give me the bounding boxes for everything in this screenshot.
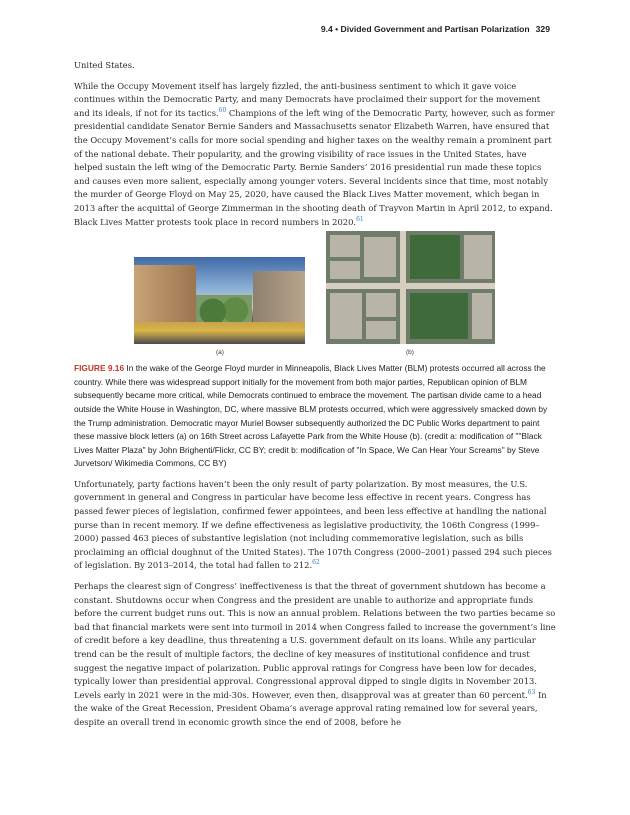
page-content	[74, 59, 557, 730]
paragraph-text: While the Occupy Movement itself has largely fizzled, the anti-business sentiment to which it gave voice continues within the Democratic Party, and many Democrats have proclaimed their support for the movement and its ideals, if not for its tactics.	[74, 80, 541, 118]
paragraph-party-factions	[74, 478, 557, 573]
footnote-ref-61[interactable]: 61	[356, 215, 364, 223]
figure-caption-text: In the wake of the George Floyd murder in Minneapolis, Black Lives Matter (BLM) protests occurred all across the country. While there was widespread support initially for the movement from both major parties, Republican opinion of BLM subsequently became more critical, while Democrats continued to embrace the movement. The partisan divide came to a head outside the White House in Washington, DC, where massive BLM protests occurred, which were aggressively smacked down by the Trump administration. Democratic mayor Muriel Bowser subsequently authorized the DC Public Works department to paint these massive block letters (a) on 16th Street across Lafayette Park from the White House (b). (credit a: modification of ""Black Lives Matter Plaza" by John Brighenti/Flickr, CC BY; credit b: modification of "In Space, We Can Hear Your Screams" by Steve Jurvetson/ Wikimedia Commons, CC BY)	[74, 363, 548, 469]
paragraph-congress-ineffectiveness	[74, 580, 557, 730]
paragraph-continuation: United States.	[74, 60, 135, 70]
subfigure-label-b: (b)	[406, 349, 414, 357]
photo-black-lives-matter-plaza	[134, 257, 305, 344]
section-title: 9.4 • Divided Government and Partisan Polarization	[320, 24, 530, 34]
aerial-photo-lafayette-park	[326, 231, 495, 344]
paragraph-text: Perhaps the clearest sign of Congress’ ineffectiveness is that the threat of government shutdown has become a constant. Shutdowns occur when Congress and the president are unable to authorize and appropriate funds before the current budget runs out. This is now an annual problem. Relations between the two parties became so bad that financial markets were sent into turmoil in 2014 when Congress failed to increase the government’s line of credit before a key deadline, thus threatening a U.S. government default on its loans. While any particular trend can be the result of multiple factors, the decline of key measures of institutional confidence and trust suggest the negative impact of polarization. Public approval ratings for Congress have been low for decades, typically lower than presidential approval. Congressional approval dipped to single digits in November 2013. Levels early in 2021 were in the mid-30s. However, even then, disapproval was at greater than 60 percent.	[74, 581, 556, 700]
paragraph-text: Unfortunately, party factions haven’t been the only result of party polarization. By most measures, the U.S. government in general and Congress in particular have become less effective in recent years. Congress has passed fewer pieces of legislation, confirmed fewer appointees, and been less effective at handling the national purse than in recent memory. If we define effectiveness as legislative productivity, the 106th Congress (1999–2000) passed 463 pieces of substantive legislation (not including commemorative legislation, such as bills proclaiming an official doughnut of the United States). The 107th Congress (2000–2001) passed 294 such pieces of legislation. By 2013–2014, the total had fallen to 212.	[74, 478, 552, 571]
paragraph-occupy-movement	[74, 80, 557, 230]
footnote-ref-62[interactable]: 62	[312, 559, 320, 567]
paragraph-text: Champions of the left wing of the Democratic Party, however, such as former presidential candidate Senator Bernie Sanders and Massachusetts senator Elizabeth Warren, have ensured that the Occupy Movement’s calls for more social spending and higher taxes on the wealthy remain a prominent part of the national debate. Their popularity, and the growing visibility of race issues in the United States, have helped sustain the left wing of the Democratic Party. Bernie Sanders’ 2016 presidential run made these topics and causes even more salient, especially among younger voters. Several incidents since that time, most notably the murder of George Floyd on May 25, 2020, have caused the Black Lives Matter movement, which began in 2013 after the acquittal of George Zimmerman in the shooting death of Trayvon Martin in April 2012, to expand. Black Lives Matter protests took place in record numbers in 2020.	[74, 107, 555, 227]
figure-9-16	[74, 234, 557, 360]
subfigure-label-a: (a)	[216, 349, 224, 357]
figure-label: FIGURE 9.16	[74, 363, 125, 374]
figure-caption	[74, 362, 557, 471]
running-header	[321, 24, 550, 34]
paragraph-text: In the wake of the Great Recession, President Obama’s average approval rating remained low for several years, despite an overall trend in economic growth since the end of 2008, before he	[74, 689, 547, 727]
footnote-ref-60[interactable]: 60	[218, 106, 227, 114]
footnote-ref-63[interactable]: 63	[527, 688, 536, 696]
page-number: 329	[535, 24, 550, 34]
